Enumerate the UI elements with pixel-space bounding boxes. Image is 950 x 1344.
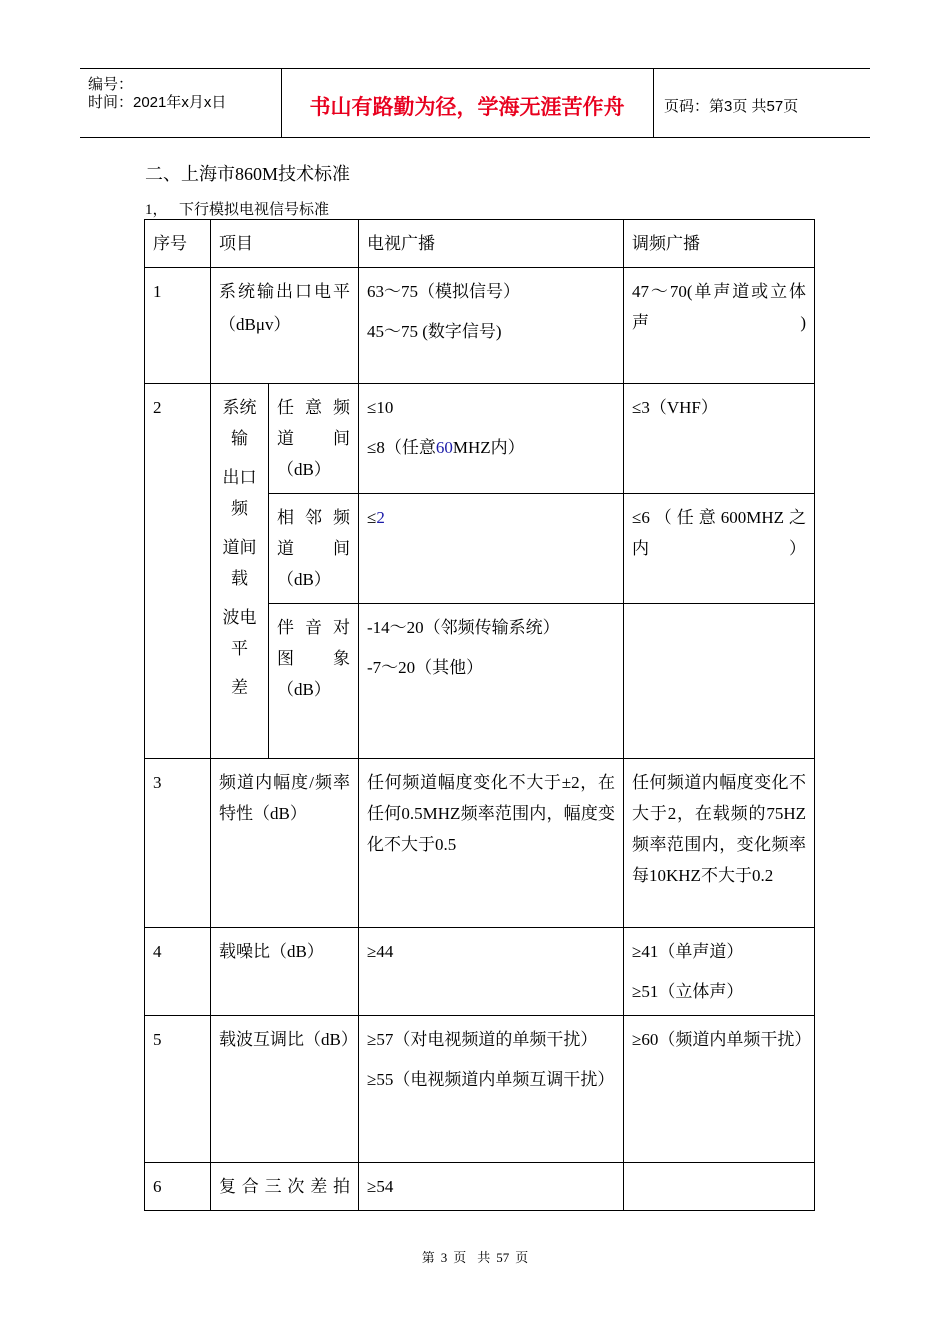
- footer-word: 第: [421, 1250, 435, 1265]
- group-label-line: 载: [231, 569, 248, 588]
- tv-line: -14～20（邻频传输系统）: [367, 618, 560, 637]
- item-text: 频道内幅度/频率特性（dB）: [219, 773, 350, 823]
- subrow-item-line: 伴音对: [277, 618, 350, 637]
- row-tv: [359, 268, 624, 384]
- row-item: [211, 759, 359, 928]
- group-label-line: 系统: [222, 398, 257, 417]
- subrow-item-line: 道间: [277, 539, 350, 558]
- row-tv: [359, 1016, 624, 1163]
- fm-line: ≥41（单声道）: [632, 942, 744, 961]
- row-no: 2: [145, 384, 211, 759]
- motto: 书山有路勤为径，学海无涯苦作舟: [309, 95, 625, 119]
- tv-line: -7～20（其他）: [367, 658, 484, 677]
- header-fm: 调频广播: [624, 220, 815, 268]
- header-page-label: 页码：第3页 共57页: [664, 98, 799, 115]
- header-meta: [80, 69, 282, 137]
- subrow-tv: [359, 494, 624, 604]
- subrow-item: [269, 604, 359, 759]
- tv-line: ≥44: [367, 942, 394, 961]
- table-header-row: [145, 220, 815, 268]
- subrow-item: [269, 384, 359, 494]
- footer-word: 共: [477, 1250, 491, 1265]
- subsection-title: [145, 198, 329, 219]
- row-tv: [359, 928, 624, 1016]
- subrow-item: [269, 494, 359, 604]
- footer-word: 页: [453, 1250, 467, 1265]
- tv-line: ≤10: [367, 398, 394, 417]
- tv-line: ≥55（电视频道内单频互调干扰）: [367, 1070, 615, 1089]
- tv-line: ≤8（任意60MHZ内）: [367, 438, 525, 457]
- date-label: 时间：2021年x月x日: [88, 94, 227, 111]
- row-item: [211, 928, 359, 1016]
- group-label-line: 平: [231, 639, 248, 658]
- subrow-fm: [624, 494, 815, 604]
- fm-line: ≥51（立体声）: [632, 982, 744, 1001]
- footer-total-pages: 57: [496, 1250, 510, 1265]
- group-label-line: 出口: [222, 468, 257, 487]
- standards-table: [144, 219, 815, 1211]
- row-tv: [359, 759, 624, 928]
- tv-line: ≤2: [367, 508, 385, 527]
- table-row: [145, 384, 815, 494]
- row-no: 5: [145, 1016, 211, 1163]
- fm-line: 任何频道内幅度变化不大于2，在载频的75HZ频率范围内，变化频率每10KHZ不大于0.2: [632, 773, 806, 885]
- row-fm: [624, 1016, 815, 1163]
- table-row: [145, 268, 815, 384]
- group-label-line: 道间: [222, 538, 257, 557]
- table-row: [145, 1163, 815, 1211]
- table-row: [145, 1016, 815, 1163]
- row-no: 6: [145, 1163, 211, 1211]
- item-unit: （dBμv）: [219, 315, 291, 334]
- tv-line: 63～75（模拟信号）: [367, 282, 520, 301]
- group-label-line: 波电: [222, 608, 257, 627]
- fm-line: ≤6（任意600MHZ之内）: [632, 508, 806, 558]
- header-page-cell: [654, 69, 870, 137]
- subrow-fm: [624, 604, 815, 759]
- page-footer: [0, 1247, 950, 1266]
- subrow-item-unit: （dB）: [277, 460, 331, 479]
- code-label: 编号：: [88, 76, 134, 93]
- item-text: 载噪比（dB）: [219, 942, 324, 961]
- tv-line: ≥54: [367, 1177, 394, 1196]
- row-item: [211, 1163, 359, 1211]
- row-group-label: [211, 384, 269, 759]
- tv-line: 任何频道幅度变化不大于±2，在任何0.5MHZ频率范围内，幅度变化不大于0.5: [367, 773, 615, 854]
- row-no: 3: [145, 759, 211, 928]
- row-fm: [624, 268, 815, 384]
- table-row: [145, 928, 815, 1016]
- item-text: 复合三次差拍: [219, 1177, 350, 1196]
- subrow-item-line: 图象: [277, 649, 350, 668]
- row-no: 1: [145, 268, 211, 384]
- group-label-line: 频: [231, 499, 248, 518]
- header-motto-cell: [281, 69, 654, 137]
- subrow-tv: [359, 384, 624, 494]
- footer-page-number: 3: [440, 1250, 448, 1265]
- row-fm: [624, 759, 815, 928]
- subrow-item-unit: （dB）: [277, 680, 331, 699]
- header-tv: 电视广播: [359, 220, 624, 268]
- row-item: [211, 1016, 359, 1163]
- row-no: 4: [145, 928, 211, 1016]
- subsection-number: 1，: [145, 202, 168, 218]
- page-header: [80, 68, 870, 138]
- footer-word: 页: [515, 1250, 529, 1265]
- fm-line: ≤3（VHF）: [632, 398, 718, 417]
- section-title: 二、上海市860M技术标准: [145, 164, 351, 184]
- tv-line: ≥57（对电视频道的单频干扰）: [367, 1030, 598, 1049]
- row-tv: [359, 1163, 624, 1211]
- subrow-item-unit: （dB）: [277, 570, 331, 589]
- tv-line: 45～75 (数字信号): [367, 322, 502, 341]
- subrow-item-line: 任意频: [277, 398, 350, 417]
- header-item: 项目: [211, 220, 359, 268]
- header-no: 序号: [145, 220, 211, 268]
- fm-line: ≥60（频道内单频干扰）: [632, 1030, 812, 1049]
- subrow-fm: [624, 384, 815, 494]
- item-text: 载波互调比（dB）: [219, 1030, 358, 1049]
- fm-line: 47～70(单声道或立体声): [632, 282, 806, 332]
- group-label-line: 差: [231, 678, 248, 697]
- item-text: 系统输出口电平: [219, 282, 350, 301]
- subrow-item-line: 相邻频: [277, 508, 350, 527]
- subrow-tv: [359, 604, 624, 759]
- group-label-line: 输: [231, 429, 248, 448]
- table-row: [145, 759, 815, 928]
- row-item: [211, 268, 359, 384]
- row-fm: [624, 928, 815, 1016]
- row-fm: [624, 1163, 815, 1211]
- subsection-text: 下行模拟电视信号标准: [179, 202, 330, 218]
- subrow-item-line: 道间: [277, 429, 350, 448]
